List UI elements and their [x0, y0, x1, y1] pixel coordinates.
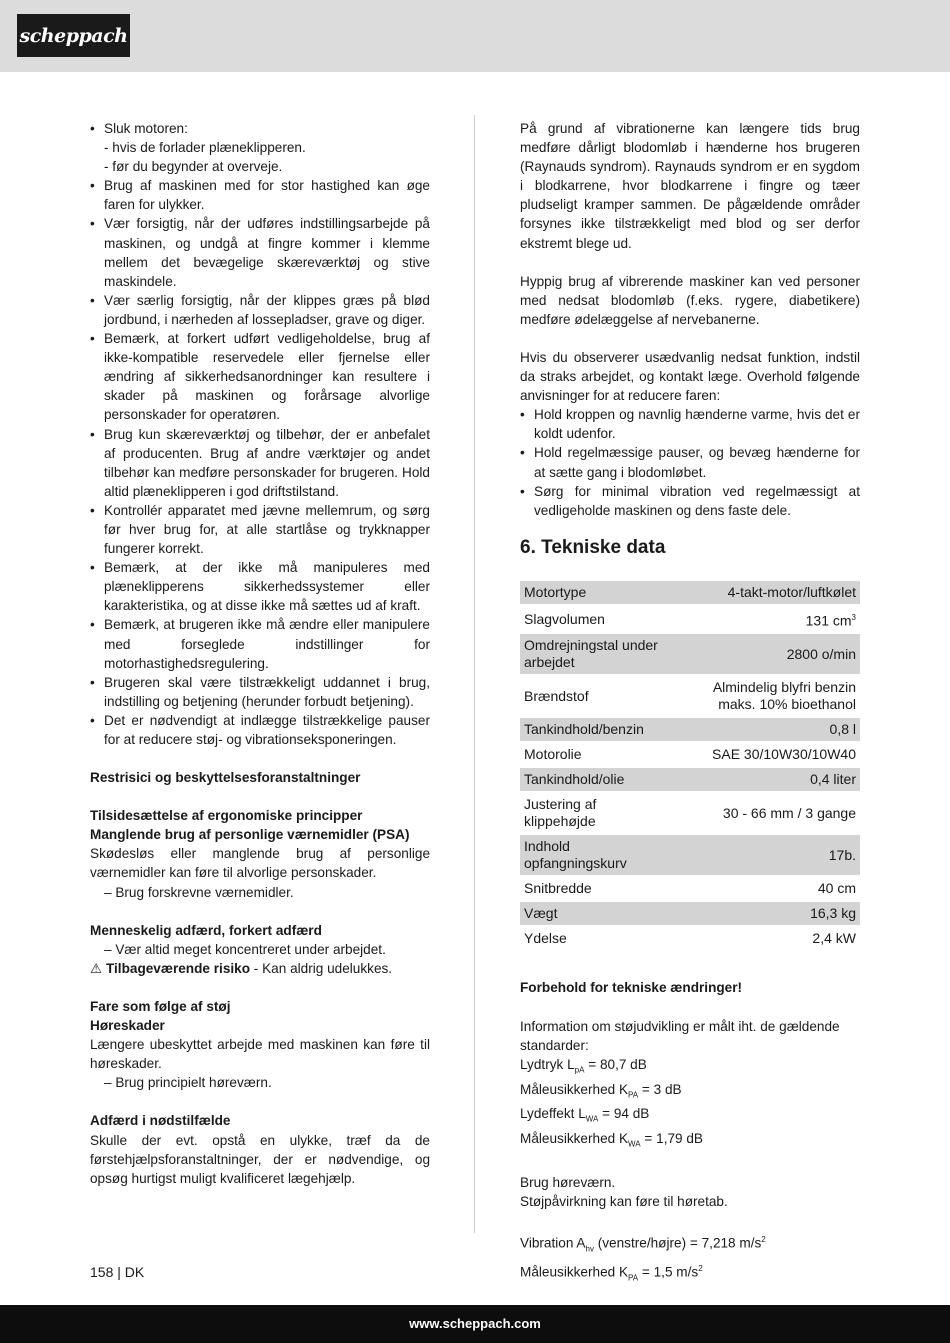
paragraph-psa: Skødesløs eller manglende brug af personlige værnemidler kan føre til alvorlige personskader. [90, 846, 430, 881]
table-row [520, 605, 860, 634]
tech-label: Motortype [520, 581, 674, 605]
tech-value: Almindelig blyfri benzin maks. 10% bioethanol [674, 675, 860, 717]
page-separator: | [117, 1264, 121, 1280]
vibration-line [520, 1259, 860, 1287]
dash-item: - før du begynder at overveje. [104, 159, 283, 175]
scheppach-logo: scheppach [17, 14, 130, 57]
tech-value: 0,8 l [674, 717, 860, 742]
residual-risk-text: - Kan aldrig udelukkes. [250, 960, 393, 976]
bullet-item: • Brug af maskinen med for stor hastighed kan øge faren for ulykker. [90, 176, 430, 214]
tech-label: Justering af klippehøjde [520, 792, 674, 834]
bullet-item: • Vær forsigtig, når der udføres indstillingsarbejde på maskinen, og undgå at fingre kommer i klemme mellem det bevægelige skæreværktøj og stive maskindele. [90, 214, 430, 290]
measure-value: = 3 dB [638, 1081, 682, 1097]
measure-sub: PA [628, 1272, 639, 1282]
language-code: DK [124, 1264, 145, 1280]
page-header [0, 0, 950, 72]
tech-value: 4-takt-motor/luftkølet [674, 581, 860, 605]
warning-triangle-icon: ⚠ [90, 960, 103, 976]
heading-residual-risks: Restrisici og beskyttelsesforanstaltninger [90, 770, 361, 786]
table-row [520, 767, 860, 792]
vibration-line [520, 1230, 860, 1258]
tech-value: 2800 o/min [674, 633, 860, 675]
tech-value-sup: 3 [851, 612, 856, 622]
measure-value: = 94 dB [598, 1106, 650, 1122]
measurement-line [520, 1104, 860, 1129]
measure-value: = 1,5 m/s [638, 1264, 699, 1280]
column-divider [474, 115, 475, 1233]
measure-value: = 80,7 dB [584, 1056, 647, 1072]
section-title: 6. Tekniske data [520, 536, 666, 558]
tech-data-table [520, 581, 860, 953]
heading-human-behaviour: Menneskelig adfærd, forkert adfærd [90, 922, 322, 938]
footer-bar [0, 1305, 950, 1343]
paragraph-vibration: Hyppig brug af vibrerende maskiner kan ved personer med nedsat blodomløb (f.eks. rygere, diabetikere) medføre ødelæggelse af nervebanerne. [520, 273, 860, 327]
tech-value-cell [674, 605, 860, 634]
tech-label: Tankindhold/olie [520, 767, 674, 792]
measure-label: Vibration A [520, 1235, 586, 1251]
measurement-line [520, 1080, 860, 1105]
table-row [520, 633, 860, 675]
measurement-line [520, 1129, 860, 1154]
heading-hearing: Høreskader [90, 1018, 165, 1034]
measure-sub: PA [628, 1090, 639, 1100]
measure-sub: hv [585, 1244, 594, 1254]
bullet-item: • Hold regelmæssige pauser, og bevæg hænderne for at sætte gang i blodomløbet. [520, 443, 860, 481]
heading-ergonomics: Tilsidesættelse af ergonomiske principper [90, 808, 363, 824]
measure-sup: 2 [761, 1235, 766, 1245]
bullet-item: • Vær særlig forsigtig, når der klippes græs på blød jordbund, i nærheden af lossepladser, grave og diger. [90, 291, 430, 329]
bullet-item: • Brugeren skal være tilstrækkeligt uddannet i brug, indstilling og betjening (herunder forbudt betjening). [90, 673, 430, 711]
measure-sub: WA [628, 1139, 641, 1149]
tech-value: 0,4 liter [674, 767, 860, 792]
dash-item: – Brug principielt høreværn. [104, 1075, 272, 1091]
bullet-item: • Kontrollér apparatet med jævne mellemrum, og sørg før hver brug for, at alle startlåse og trykknapper fungerer korrekt. [90, 501, 430, 558]
bullet-item: • Brug kun skæreværktøj og tilbehør, der er anbefalet af producenten. Brug af andre værktøjer og andet tilbehør kan medføre personskader for brugeren. Hold altid plæneklipperen i god driftstilstand. [90, 425, 430, 501]
tech-label: Omdrejningstal under arbejdet [520, 633, 674, 675]
table-row [520, 581, 860, 605]
measure-value: = 1,79 dB [640, 1131, 703, 1147]
tech-label: Motorolie [520, 742, 674, 767]
noise-intro: Information om støjudvikling er målt iht. de gældende standarder: [520, 1018, 840, 1053]
paragraph-raynaud: På grund af vibrationerne kan længere tids brug medføre dårligt blodomløb i hænderne hos brugeren (Raynauds syndrom). Raynauds syndrom er en sygdom i blodkarrene, hvor blodkarrene i fingre og tæer pludseligt kramper sammen. De pågældende områder forsynes ikke tilstrækkeligt med blod og ser derfor ekstremt blege ud. [520, 121, 860, 251]
tech-value: 30 - 66 mm / 3 gange [674, 792, 860, 834]
measure-sup: 2 [698, 1263, 703, 1273]
bullet-item: • Bemærk, at der ikke må manipuleres med plæneklipperens sikkerhedssystemer eller karakteristika, og at disse ikke må sættes ud af kraft. [90, 558, 430, 615]
table-row [520, 901, 860, 926]
tech-value: 2,4 kW [674, 926, 860, 951]
tech-value: 131 cm [805, 612, 852, 629]
left-column [90, 119, 430, 1188]
reservation-notice: Forbehold for tekniske ændringer! [520, 980, 743, 996]
bullet-item: • Bemærk, at forkert udført vedligeholdelse, brug af ikke-kompatible reservedele eller fjernelse eller ændring af sikkerhedsanordninger kan resultere i skader på maskinen og forårsage alvorlige personskader for operatøren. [90, 329, 430, 424]
measure-label: Lydtryk L [520, 1056, 575, 1072]
tech-value: 16,3 kg [674, 901, 860, 926]
tech-value: SAE 30/10W30/10W40 [674, 742, 860, 767]
measure-label: Måleusikkerhed K [520, 1131, 629, 1147]
tech-label: Tankindhold/benzin [520, 717, 674, 742]
tech-label: Vægt [520, 901, 674, 926]
dash-item: - hvis de forlader plæneklipperen. [104, 140, 306, 156]
paragraph-noise: Længere ubeskyttet arbejde med maskinen kan føre til høreskader. [90, 1037, 430, 1072]
tech-label: Snitbredde [520, 876, 674, 901]
bullet-item: • Sørg for minimal vibration ved regelmæssigt at vedligeholde maskinen og dens faste dele. [520, 482, 860, 520]
dash-item: – Brug forskrevne værnemidler. [104, 884, 294, 900]
measurement-line [520, 1055, 860, 1080]
page-number-footer [90, 1264, 144, 1280]
residual-risk-label: Tilbageværende risiko [105, 960, 251, 976]
page-number: 158 [90, 1264, 114, 1280]
table-row [520, 834, 860, 876]
tech-value: 40 cm [674, 876, 860, 901]
measure-label: Måleusikkerhed K [520, 1264, 629, 1280]
table-row [520, 717, 860, 742]
hearing-protection: Brug høreværn. [520, 1174, 616, 1190]
tech-label: Indhold opfangningskurv [520, 834, 674, 876]
table-row [520, 742, 860, 767]
table-row [520, 675, 860, 717]
measure-label: Måleusikkerhed K [520, 1081, 629, 1097]
table-row [520, 926, 860, 951]
tech-label: Slagvolumen [520, 605, 674, 634]
tech-label: Brændstof [520, 675, 674, 717]
heading-noise: Fare som følge af støj [90, 998, 231, 1014]
heading-emergency: Adfærd i nødstilfælde [90, 1113, 231, 1129]
bullet-item: • Hold kroppen og navnlig hænderne varme, hvis det er koldt udenfor. [520, 405, 860, 443]
measure-sub: pA [574, 1065, 585, 1075]
paragraph-instructions: Hvis du observerer usædvanlig nedsat funktion, indstil da straks arbejdet, og kontakt læge. Overhold følgende anvisninger for at reducere faren: [520, 349, 860, 404]
table-row [520, 792, 860, 834]
hearing-loss-note: Støjpåvirkning kan føre til høretab. [520, 1194, 728, 1210]
right-column [520, 119, 860, 1287]
website-link[interactable]: www.scheppach.com [409, 1316, 541, 1331]
tech-value: 17b. [674, 834, 860, 876]
measure-label: Lydeffekt L [520, 1106, 586, 1122]
bullet-item: • Det er nødvendigt at indlægge tilstrækkelige pauser for at reducere støj- og vibrationseksponeringen. [90, 711, 430, 749]
measure-value: (venstre/højre) = 7,218 m/s [593, 1235, 762, 1251]
bullet-item: • Bemærk, at brugeren ikke må ændre eller manipulere med forseglede indstillinger for motorhastighedsregulering. [90, 615, 430, 672]
bullet-stop-motor: • Sluk motoren: [90, 119, 430, 138]
tech-label: Ydelse [520, 926, 674, 951]
heading-psa: Manglende brug af personlige værnemidler (PSA) [90, 827, 410, 843]
paragraph-emergency: Skulle der evt. opstå en ulykke, træf da de førstehjælpsforanstaltninger, der er nødvendige, og opsøg hurtigst muligt kvalificeret lægehjælp. [90, 1132, 430, 1186]
residual-risk-line [90, 959, 430, 978]
dash-item: – Vær altid meget koncentreret under arbejdet. [104, 941, 386, 957]
table-row [520, 876, 860, 901]
measure-sub: WA [585, 1115, 599, 1125]
